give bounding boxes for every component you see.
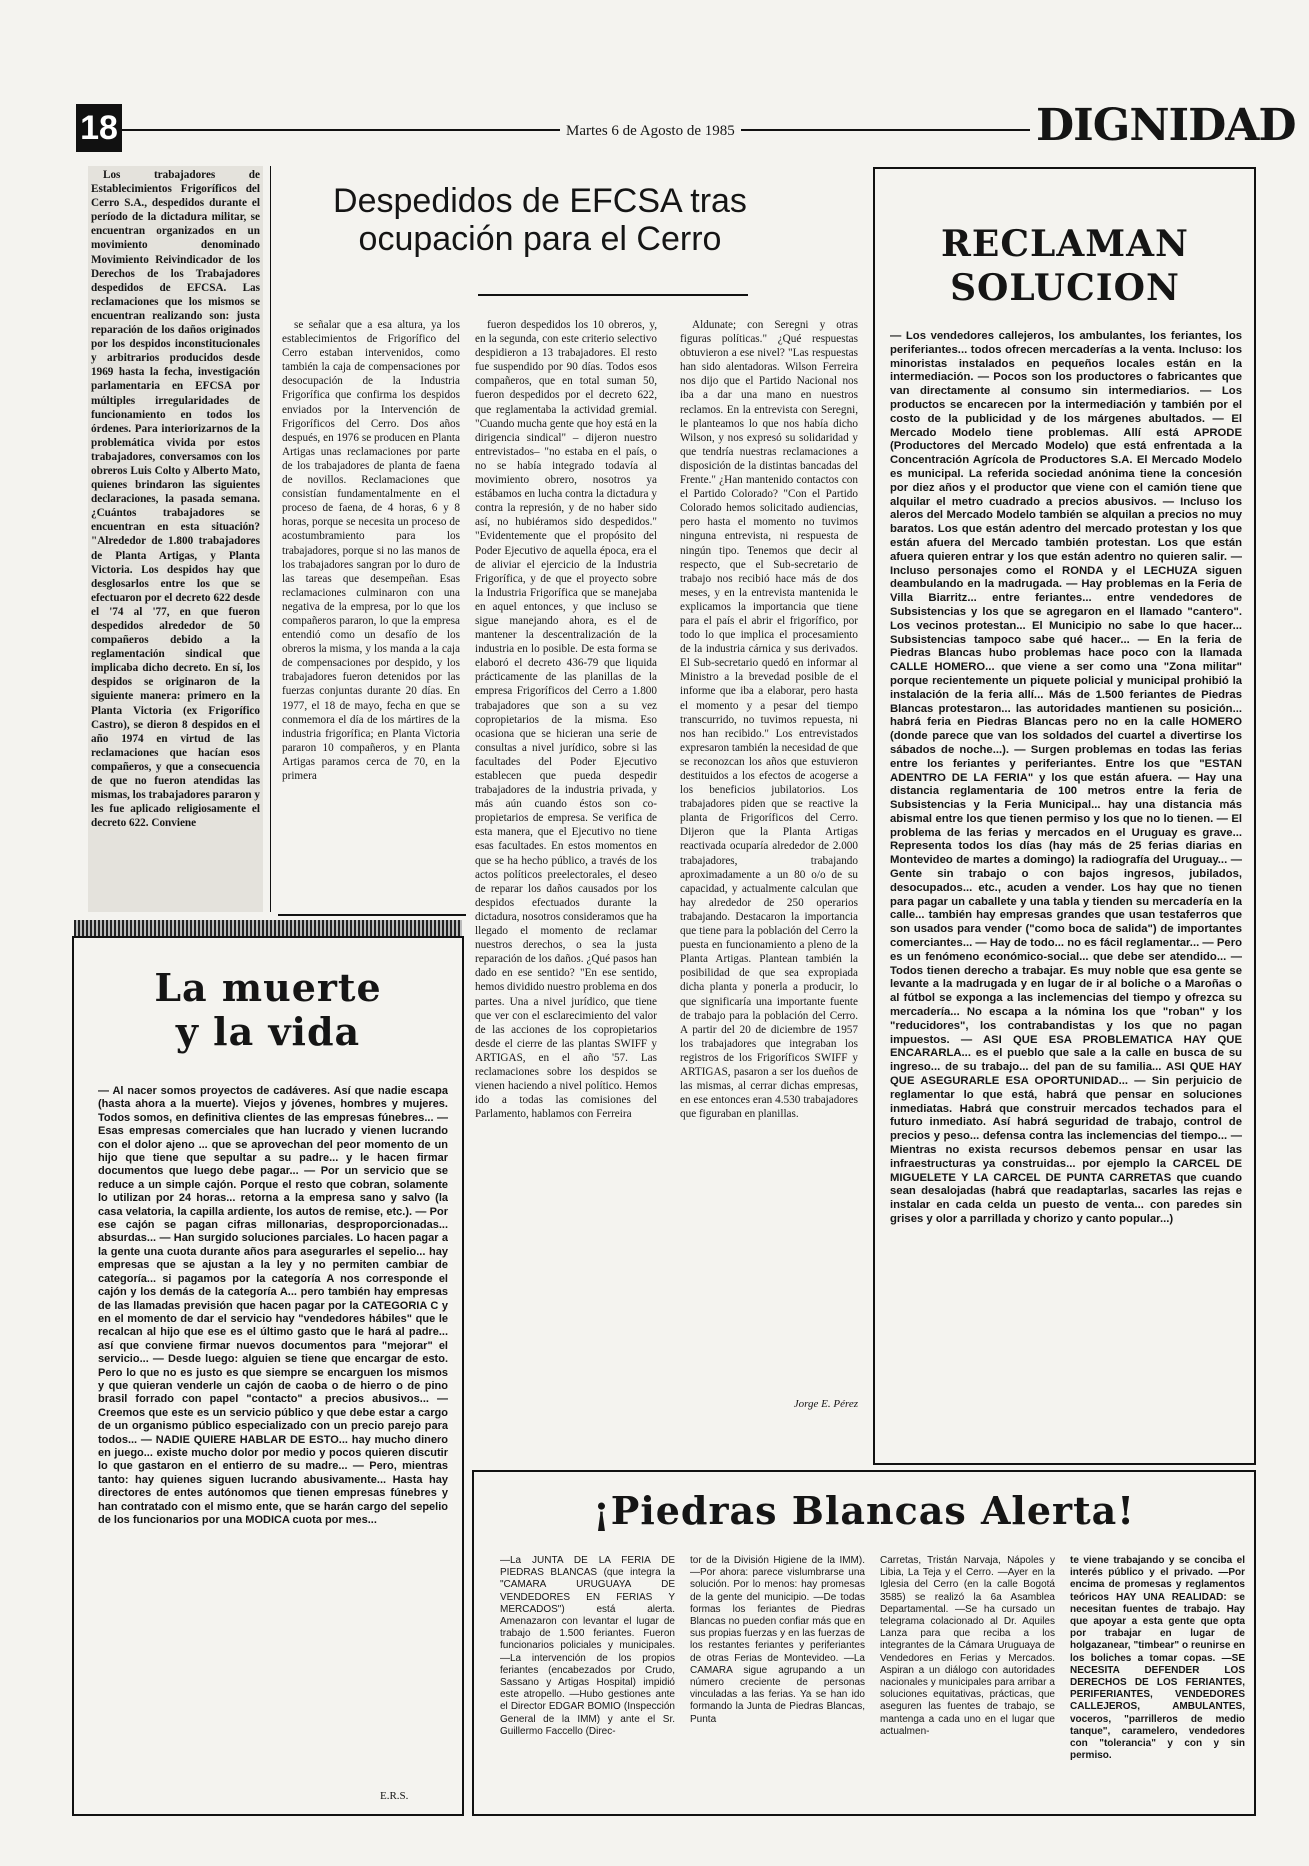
efcsa-headline <box>320 182 760 258</box>
efcsa-headline-line2: ocupación para el Cerro <box>358 220 722 258</box>
muerte-top-bar <box>74 920 462 936</box>
reclaman-title-line2: SOLUCION <box>950 267 1180 309</box>
masthead: DIGNIDAD <box>1030 100 1296 151</box>
efcsa-col2-text: se señalar que a esa altura, ya los establecimientos de Frigorífico del Cerro estaban intervenidos, como también la caja de compensaciones por desocupación de la Industria Frigorífica que confirma los despidos enviados por la Intervención de Frigoríficos del Cerro. Dos años después, en 1976 se producen en Planta Artigas unas reclamaciones por parte de los trabajadores de planta de faena de novillos. Reclamaciones que consistían fundamentalmente en el proceso de faena, de 4 horas, 6 y 8 horas, porque se necesita un proceso de acostumbramiento para los trabajadores, porque si no las manos de los trabajadores sangran por lo duro de las tareas que desempeñan. Esas reclamaciones culminaron con una negativa de la empresa, por lo que los compañeros pararon, lo que la empresa entendió como un desafío de los obreros la misma, y los manda a la caja de compensaciones por despido, y los trabajadores fueron detenidos por las fuerzas conjuntas durante 20 días. En 1977, el 18 de mayo, fecha en que se conmemora el día de los mártires de la industria frigorífica; en Planta Victoria pararon 10 compañeros, y en Planta Artigas paramos cerca de 70, en la primera <box>282 319 460 782</box>
piedras-col1-text: —La JUNTA DE LA FERIA DE PIEDRAS BLANCAS (que integra la "CAMARA URUGUAYA DE VENDEDORES EN FERIAS Y MERCADOS") está alerta. Amenazaron con levantar el lugar de trabajo de 1.500 feriantes. Fueron funcionarios policiales y municipales. —La intervención de los propios feriantes (encabezados por Crudo, Sassano y Artigas Hospital) impidió este atropello. —Hubo gestiones ante el Director EDGAR BOMIO (Inspección General de la IMM) y ante el Sr. Guillermo Faccello (Direc- <box>500 1555 675 1737</box>
reclaman-title-line1: RECLAMAN <box>941 223 1189 265</box>
piedras-column-2 <box>690 1555 865 1807</box>
efcsa-column-4 <box>680 318 858 1380</box>
efcsa-intro-text: Los trabajadores de Establecimientos Frigoríficos del Cerro S.A., despedidos durante el período de la dictadura militar, se encuentran organizados en un movimiento denominado Movimiento Reivindicador de los Derechos de los Trabajadores despedidos de EFCSA. Las reclamaciones que los mismos se encuentran realizando son: justa reparación de los daños originados por los despidos inconstitucionales y arbitrarios producidos desde 1969 hasta la fecha, investigación parlamentaria en EFCSA por múltiples irregularidades de funcionamiento en todos los órdenes. Para interiorizarnos de la problemática vivida por estos trabajadores, conversamos con los obreros Luis Colto y Alberto Mato, quienes brindaron las siguientes declaraciones, la pasada semana. ¿Cuántos trabajadores se encuentran en esta situación? "Alrededor de 1.800 trabajadores de Planta Artigas, y Planta Victoria. Los despidos hay que desglosarlos entre los que se efectuaron por el decreto 622 desde el '74 al '77, en que fueron despedidos alrededor de 50 compañeros debido a la reglamentación sindical que implicaba dicho decreto. En sí, los despidos se originaron de la siguiente manera: primero en la Planta Victoria (ex Frigorífico Castro), se dieron 8 despidos en el año 1974 en virtud de las reclamaciones que hacían esos compañeros, y que a consecuencia de que no fueron atendidas las mismas, los trabajadores pararon y les fue aplicado religiosamente el decreto 622. Conviene <box>91 169 260 830</box>
muerte-byline: E.R.S. <box>380 1790 409 1802</box>
muerte-body-text: — Al nacer somos proyectos de cadáveres. Así que nadie escapa (hasta ahora a la muerte). Viejos y jóvenes, hombres y mujeres. Todos somos, en definitiva clientes de las empresas fúnebres... — Esas empresas comerciales que han lucrado y vienen lucrando con el dolor ajeno ... que se aprovechan del peor momento de un hijo que tiene que sepultar a su padre... y le hacen firmar documentos que luego debe pagar... — Por un servicio que se reduce a un simple cajón. Porque el resto que cobran, solamente lo utilizan por 24 horas... retorna a la empresa sano y salvo (la casa velatoria, la capilla ardiente, los autos de remise, etc.). — Por ese cajón se pagan cifras millonarias, desproporcionadas... absurdas... — Han surgido soluciones parciales. Lo hacen pagar a la gente una cuota durante años para asegurarles el sepelio... hay empresas que se ajustan a la ley y no permiten cambiar de categoría... si pagamos por la categoría A nos corresponde el cajón y los demás de la categoría A... pero también hay empresas de las llamadas previsión que hacen pagar por la CATEGORIA C y en el momento de dar el servicio hay "vendedores hábiles" que le recalcan al hijo que ese es el último gasto que le hará al padre... así que conviene firmar nuevos documentos para "mejorar" el servicio... — Desde luego: alguien se tiene que encargar de esto. Pero lo que no es justo es que siempre se encarguen los mismos y que quieran venderle un cajón de caoba o de hierro o de pino brasil forrado con papel "contacto" a precios abusivos... — Creemos que este es un servicio público y que debe estar a cargo de un organismo público especializado con un precio parejo para todos... — NADIE QUIERE HABLAR DE ESTO... hay mucho dinero en juego... existe mucho dolor por medio y pocos quieren discutir lo que gastaron en el entierro de su madre... — Pero, mientras tanto: hay quienes siguen lucrando abusivamente... Hasta hay directores de entes autónomos que tienen empresas fúnebres y han contratado con el mismo ente, que se harán cargo del sepelio de los funcionarios por una MODICA cuota por mes... <box>98 1085 448 1526</box>
headline-underline <box>478 294 748 296</box>
muerte-title-line1: La muerte <box>154 965 382 1010</box>
piedras-col3-text: Carretas, Tristán Narvaja, Nápoles y Libia, La Teja y el Cerro. —Ayer en la Iglesia del Cerro (en la calle Bogotá 3585) se realizó la 6a Asamblea Departamental. —Se ha cursado un telegrama colacionado al Dr. Aquiles Lanza para que reciba a los integrantes de la Cámara Uruguaya de Vendedores en Ferias y Mercados. Aspiran a un diálogo con autoridades nacionales y municipales para arribar a soluciones equitativas, prácticas, que aseguren las fuentes de trabajo, se mantenga a cada uno en el lugar que actualmen- <box>880 1555 1055 1737</box>
piedras-title: ¡Piedras Blancas Alerta! <box>593 1488 1135 1533</box>
muerte-title <box>76 966 460 1054</box>
efcsa-col4-text: Aldunate; con Seregni y otras figuras políticas." ¿Qué respuestas obtuvieron a ese nivel? "Las respuestas han sido alentadoras. Wilson Ferreira nos dijo que el Partido Nacional nos iba a dar una mano en nuestros reclamos. En la entrevista con Seregni, le planteamos lo que nos había dicho Wilson, y nos expresó su solidaridad y que tendría nuestras reclamaciones a disposición de la distintas bancadas del Frente." ¿Han mantenido contactos con el Partido Colorado? "Con el Partido Colorado hemos solicitado audiencias, pero hasta el momento no tuvimos ninguna entrevista, ni respuesta de ningún tipo. Tenemos que decir al respecto, que el Sub-secretario de trabajo nos recibió hace más de dos meses, y en la entrevista mantenida le explicamos la importancia que tiene para el país el abrir el frigorífico, por todo lo que implica el procesamiento de la industria cárnica y sus derivados. El Sub-secretario quedó en informar al Ministro a la brevedad posible de el informe que iba a elaborar, pero hasta el momento y a pesar del tiempo transcurrido, no tuvimos repuesta, ni nos han recibido." Los entrevistados expresaron también la necesidad de que se reconozcan los años que estuvieron destituidos a los efectos de acogerse a los beneficios jubilatorios. Los trabajadores piden que se reactive la planta de Frigoríficos del Cerro. Dijeron que la Planta Artigas reactivada ocuparía alrededor de 2.000 trabajadores, trabajando aproximadamente a un 80 o/o de su capacidad, y actualmente calculan que hay alrededor de 250 operarios trabajando. Destacaron la importancia que tiene para la población del Cerro la puesta en funcionamiento a pleno de la Planta Artigas. Plantean también la posibilidad de que sea expropiada dicha planta y ponerla a producir, lo que significaría una importante fuente de trabajo para la población del Cerro. A partir del 20 de diciembre de 1957 los trabajadores que integraban los registros de los Frigoríficos SWIFF y ARTIGAS, pasaron a ser los dueños de las mismas, al cerrar dichas empresas, en ese entonces eran 4.530 trabajadores que figuraban en planillas. <box>680 319 858 1121</box>
muerte-body <box>98 1085 448 1757</box>
issue-date: Martes 6 de Agosto de 1985 <box>560 123 741 140</box>
piedras-col4-text: te viene trabajando y se conciba el interés público y el privado. —Por encima de promesas y reglamentos teóricos HAY UNA REALIDAD: se necesitan fuentes de trabajo. Hay que apoyar a esta gente que opta por trabajar en lugar de holgazanear, "timbear" o reunirse en los boliches a tomar copas. —SE NECESITA DEFENDER LOS DERECHOS DE LOS FERIANTES, PERIFERIANTES, VENDEDORES CALLEJEROS, AMBULANTES, voceros, "parrilleros de medio tanque", caramelero, vendedores con "tolerancia" y con y sin permiso. <box>1070 1555 1245 1762</box>
efcsa-byline: Jorge E. Pérez <box>793 1398 858 1410</box>
intro-divider <box>270 166 271 912</box>
muerte-title-line2: y la vida <box>175 1009 361 1054</box>
col2-bottom-rule <box>278 914 466 916</box>
reclaman-title <box>880 222 1250 310</box>
piedras-column-3 <box>880 1555 1055 1807</box>
efcsa-col3-text: fueron despedidos los 10 obreros, y, en la segunda, con este criterio selectivo despidieron a 13 trabajadores. El resto fue suspendido por 90 días. Todos esos compañeros, que en total suman 50, fueron despedidos por el decreto 622, que reglamentaba la actividad gremial. "Cuando mucha gente que hoy está en la dirigencia sindical" – dijeron nuestro entrevistados– "no estaba en el país, o no se había integrado todavía al movimiento obrero, nosotros ya estábamos en lucha contra la dictadura y contra la represión, y de no haber sido así, no hubiéramos sido despedidos." "Evidentemente que el propósito del Poder Ejecutivo de aquella época, era el de aliviar el ejercicio de la Industria Frigorífica, y de que el proyecto sobre la Industria Frigorífica que se manejaba en aquel entonces, y que incluso se sigue manejando ahora, es el de mantener la descentralización de la industria en lo posible. De esta forma se elaboró el decreto 436-79 que liquida prácticamente de las planillas de la empresa Frigoríficos del Cerro a 1.800 trabajadores que son a su vez copropietarios de la misma. Eso ocasiona que se hicieran una serie de consultas a nivel jurídico, sobre si las facultades del Poder Ejecutivo establecen que pueda despedir trabajadores de la industria privada, y más aún cuando éstos son co-propietarios de empresa. Se verifica de esta manera, que el Ejecutivo no tiene esas facultades. En estos momentos en que se ha hecho público, a través de los actos políticos preelectorales, el deseo de reparar los daños causados por los despidos efectuados durante la dictadura, nosotros consideramos que ha llegado el momento de reclamar nuestros derechos, o sea la justa reparación de los daños. ¿Qué pasos han dado en ese sentido? "En ese sentido, hemos dividido nuestro problema en dos partes. Una a nivel jurídico, que tiene que ver con el esclarecimiento del valor de las acciones de los copropietarios desde el cierre de las plantas SWIFF y ARTIGAS, en el año '57. Las reclamaciones sobre los despidos se vienen haciendo a nivel político. Hemos ido a todas las comisiones del Parlamento, hablamos con Ferreira <box>475 319 657 1121</box>
piedras-col2-text: tor de la División Higiene de la IMM). —Por ahora: parece vislumbrarse una solución. Por lo menos: hay promesas de la gente del municipio. —De todas formas los feriantes de Piedras Blancas no pueden confiar más que en sus propias fuerzas y en las fuerzas de los restantes feriantes y periferiantes de otras Ferias de Montevideo. —La CAMARA sigue agrupando a un número creciente de personas vinculadas a las ferias. Ya se han ido formando la Junta de Piedras Blancas, Punta <box>690 1555 865 1725</box>
efcsa-headline-line1: Despedidos de EFCSA tras <box>333 182 747 220</box>
piedras-column-1 <box>500 1555 675 1807</box>
page-number: 18 <box>76 104 122 152</box>
piedras-column-4 <box>1070 1555 1245 1807</box>
efcsa-intro-column <box>88 166 263 912</box>
reclaman-body <box>890 330 1242 1456</box>
reclaman-body-text: — Los vendedores callejeros, los ambulantes, los feriantes, los periferiantes... todos ofrecen mercaderías a la venta. Incluso: los minoristas instalados en pequeños locales están en la intermediación. — Pocos son los productores o fabricantes que van directamente al consumo sin intermediarios. — Los productos se encarecen por la intermediación y también por el costo de la publicidad y de los márgenes abultados. — El Mercado Modelo tiene problemas. Allí está APRODE (Productores del Mercado Modelo) que está enfrentada a la Concentración Agrícola de Productores S.A. El Mercado Modelo es municipal. La referida sociedad anónima tiene la concesión por diez años y el productor que viene con el camión tiene que alquilar el metro cuadrado a precios abusivos. — Incluso los aleros del Mercado Modelo también se alquilan a precios no muy baratos. Los que están adentro del mercado protestan y los que están afuera del Mercado también protestan. Los que están afuera quieren entrar y los que están adentro no quieren salir. — Incluso personajes como el RONDA y el LECHUZA siguen deambulando en la madrugada. — Hay problemas en la Feria de Villa Biarritz... entre feriantes... entre vendedores de Subsistencias y los que se agregaron en el llamado "cantero". Los vecinos protestan... El Municipio no sabe lo que hacer... Subsistencias tampoco sabe qué hacer... — En la feria de Piedras Blancas hubo problemas hace poco con la llamada CALLE HOMERO... que viene a ser como una "Zona militar" porque recientemente un piquete policial y municipal prohibió la instalación de la feria allí... Más de 1.500 feriantes de Piedras Blancas protestaron... las autoridades mantienen su posición... habrá feria en Piedras Blancas pero no en la calle HOMERO (donde parece que van los soldados del cuartel a divertirse los sábados de noche...). — Surgen problemas en todas las ferias entre los feriantes y periferiantes. Entre los que "ESTAN ADENTRO DE LA FERIA" y los que están afuera. — Hay una distancia reglamentaria de 100 metros entre la feria de Subsistencias y la Feria Municipal... hay una distancia más abismal entre los que tienen permiso y los que no lo tienen. — El problema de las ferias y mercados en el Uruguay es grave... Representa todos los días (hay más de 25 ferias diarias en Montevideo de martes a domingo) la radiografía del Uruguay... — Gente sin trabajo o con bajos ingresos, jubilados, desocupados... etc., acuden a vender. Los hay que no tienen para pagar un caballete y una tabla y tienden su mercadería en la calle... también hay empresas grandes que usan testaferros que son usados para vender ("como boca de salida") de importantes comerciantes... — Hay de todo... no es fácil reglamentar... — Pero es un fenómeno económico-social... que debe ser atendido... — Todos tienen derecho a trabajar. Es muy noble que esa gente se levante a la madrugada y en lugar de ir al boliche o a Maroñas o al fútbol se exponga a las inclemencias del tiempo y ofrezca su mercadería... No escapa a la nómina los que "roban" y los "reducidores", los contrabandistas y los que no pagan impuestos. — ASI QUE ESA PROBLEMATICA HAY QUE ENCARARLA... es el pueblo que sale a la calle en busca de su ingreso... de su trabajo... del pan de su familia... ASI QUE HAY QUE ASEGURARLE ESA OPORTUNIDAD... — Sin perjuicio de reglamentar lo que está, habrá que pensar en soluciones inmediatas. Habrá que construir mercados techados para el futuro inmediato. Así habrá seguridad de trabajo, control de precios y peso... defensa contra las inclemencias del tiempo... — Mientras no exista recursos debemos pensar en usar las infraestructuras ya construidas... por ejemplo la CARCEL DE MIGUELETE Y LA CARCEL DE PUNTA CARRETAS que cuando sean desalojadas (habrá que readaptarlas, sacarles las rejas e instalar en cada celda un puesto de venta... con paredes sin grises y olor a parrillada y chorizo y canto popular...) <box>890 330 1242 1225</box>
efcsa-column-3 <box>475 318 657 1400</box>
efcsa-column-2 <box>282 318 460 910</box>
